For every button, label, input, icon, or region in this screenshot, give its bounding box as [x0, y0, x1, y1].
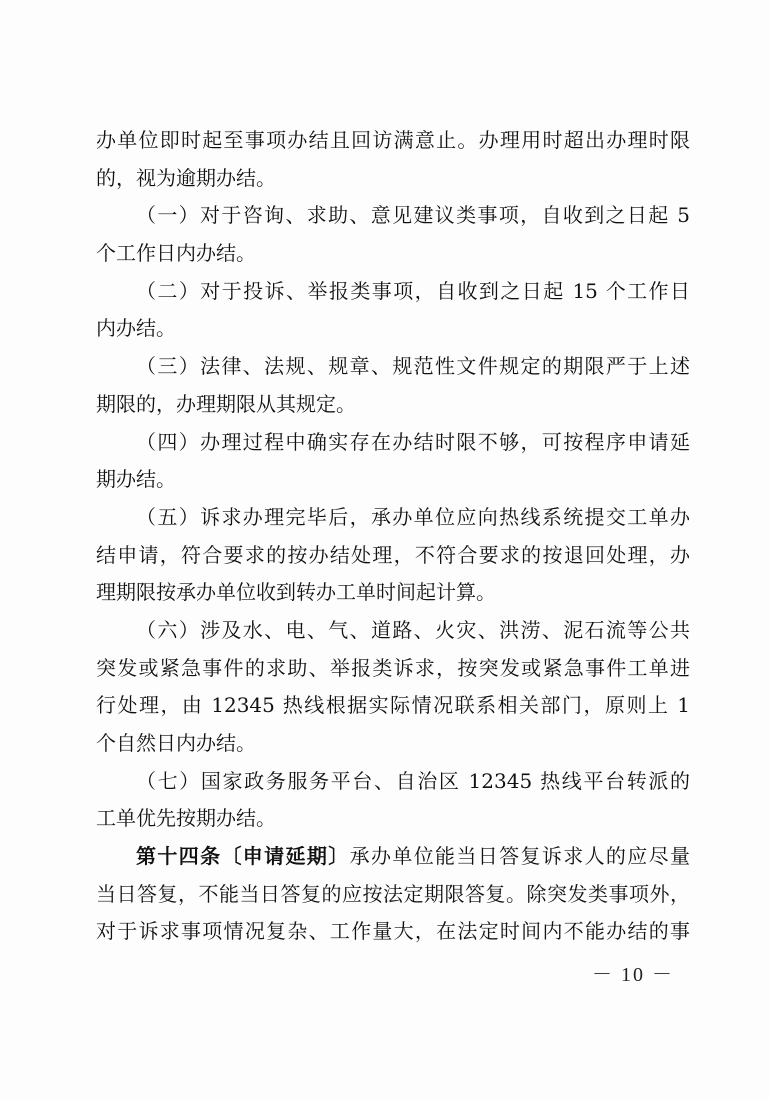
page-number: － 10 － [592, 964, 674, 986]
article-14-line-1 [96, 838, 690, 876]
item-3-line-1: （三）法律、法规、规章、规范性文件规定的期限严于上述 [136, 354, 690, 379]
item-6-line-3: 行处理，由 12345 热线根据实际情况联系相关部门，原则上 1 [96, 693, 690, 718]
item-1-line-1: （一）对于咨询、求助、意见建议类事项，自收到之日起 5 [136, 203, 690, 228]
item-6-line-1: （六）涉及水、电、气、道路、火灾、洪涝、泥石流等公共 [136, 617, 690, 642]
article-heading: 第十四条〔申请延期〕 [136, 844, 350, 869]
item-4-line-2: 期办结。 [96, 467, 176, 492]
item-1-line-2: 个工作日内办结。 [96, 241, 256, 266]
article-14-text: 承办单位能当日答复诉求人的应尽量 [349, 844, 690, 869]
item-2-line-2: 内办结。 [96, 316, 176, 341]
item-5-line-2: 结申请，符合要求的按办结处理，不符合要求的按退回处理，办 [96, 542, 690, 567]
item-6-line-4: 个自然日内办结。 [96, 731, 256, 755]
item-7-line-1: （七）国家政务服务平台、自治区 12345 热线平台转派的 [136, 768, 690, 793]
item-2-line-1: （二）对于投诉、举报类事项，自收到之日起 15 个工作日 [136, 278, 690, 303]
item-5-line-3: 理期限按承办单位收到转办工单时间起计算。 [96, 580, 496, 605]
document-body [96, 122, 690, 951]
body-line-2: 的，视为逾期办结。 [96, 165, 276, 190]
item-5-line-1: （五）诉求办理完毕后，承办单位应向热线系统提交工单办 [136, 504, 690, 529]
item-4-line-1: （四）办理过程中确实存在办结时限不够，可按程序申请延 [136, 429, 690, 454]
body-line-1: 办单位即时起至事项办结且回访满意止。办理用时超出办理时限 [96, 128, 690, 152]
article-14-line-3: 对于诉求事项情况复杂、工作量大，在法定时间内不能办结的事 [96, 919, 690, 944]
article-14-line-2: 当日答复，不能当日答复的应按法定期限答复。除突发类事项外， [96, 881, 690, 906]
item-7-line-2: 工单优先按期办结。 [96, 806, 276, 831]
item-6-line-2: 突发或紧急事件的求助、举报类诉求，按突发或紧急事件工单进 [96, 655, 690, 680]
item-3-line-2: 期限的，办理期限从其规定。 [96, 391, 356, 416]
